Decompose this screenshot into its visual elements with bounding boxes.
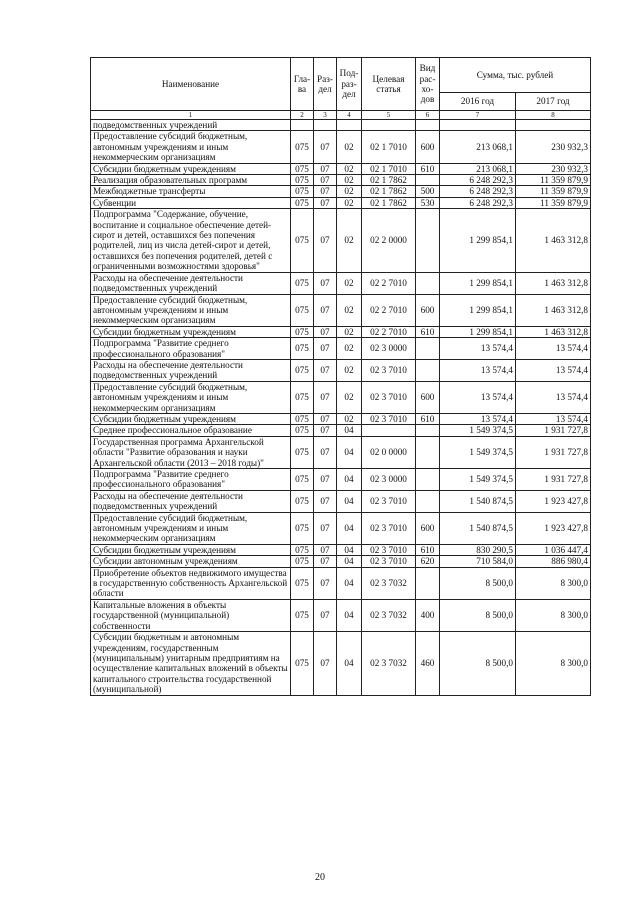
row-vid-rashodov: 600	[416, 131, 440, 163]
row-celevaya-statya: 02 3 7010	[362, 490, 416, 512]
row-sum-2016: 13 574,4	[440, 338, 516, 360]
row-celevaya-statya: 02 3 7032	[362, 632, 416, 695]
row-sum-2016: 1 540 874,5	[440, 512, 516, 544]
row-vid-rashodov: 500	[416, 186, 440, 197]
table-row	[91, 413, 591, 424]
table-row	[91, 556, 591, 567]
row-name: Государственная программа Архангельской области "Развитие образования и науки Архангельской области (2013 – 2018 годы)"	[91, 436, 291, 468]
row-celevaya-statya: 02 1 7010	[362, 131, 416, 163]
row-razdel: 07	[314, 294, 337, 326]
table-row	[91, 490, 591, 512]
row-podrazdel: 04	[337, 599, 362, 631]
row-razdel: 07	[314, 272, 337, 294]
row-podrazdel: 04	[337, 469, 362, 491]
row-sum-2017: 230 932,3	[516, 131, 591, 163]
row-podrazdel: 02	[337, 381, 362, 413]
row-glava: 075	[291, 413, 314, 424]
row-name: Подпрограмма "Содержание, обучение, воспитание и социальное обеспечение детей-сирот и детей, оставшихся без попечения родителей, лиц из числа детей-сирот и детей, оставшихся без попечения родителей, детей с ограниченными возможностями здоровья"	[91, 209, 291, 272]
row-sum-2016: 6 248 292,3	[440, 197, 516, 208]
row-razdel: 07	[314, 632, 337, 695]
table-row	[91, 120, 591, 131]
row-name: Субсидии бюджетным учреждениям	[91, 544, 291, 555]
row-podrazdel: 02	[337, 272, 362, 294]
table-row	[91, 632, 591, 695]
row-podrazdel: 04	[337, 556, 362, 567]
header-2017: 2017 год	[516, 93, 591, 111]
table-row	[91, 599, 591, 631]
row-sum-2016: 1 549 374,5	[440, 436, 516, 468]
row-celevaya-statya: 02 3 7032	[362, 599, 416, 631]
column-number: 6	[416, 111, 440, 120]
row-sum-2017: 13 574,4	[516, 338, 591, 360]
row-glava: 075	[291, 359, 314, 381]
column-number: 4	[337, 111, 362, 120]
row-glava: 075	[291, 599, 314, 631]
row-sum-2017: 13 574,4	[516, 413, 591, 424]
row-sum-2017: 1 931 727,8	[516, 469, 591, 491]
row-podrazdel: 04	[337, 544, 362, 555]
row-vid-rashodov	[416, 425, 440, 436]
row-sum-2016: 1 299 854,1	[440, 272, 516, 294]
row-vid-rashodov: 610	[416, 544, 440, 555]
row-glava: 075	[291, 163, 314, 174]
row-sum-2017: 8 300,0	[516, 567, 591, 599]
row-sum-2016: 13 574,4	[440, 359, 516, 381]
row-razdel: 07	[314, 567, 337, 599]
row-name: Расходы на обеспечение деятельности подведомственных учреждений	[91, 490, 291, 512]
row-name: Субсидии бюджетным учреждениям	[91, 326, 291, 337]
budget-table	[90, 57, 591, 696]
row-glava: 075	[291, 425, 314, 436]
row-glava: 075	[291, 469, 314, 491]
row-sum-2016: 830 290,5	[440, 544, 516, 555]
row-celevaya-statya: 02 3 7010	[362, 381, 416, 413]
budget-sheet	[90, 57, 590, 696]
row-podrazdel: 02	[337, 197, 362, 208]
row-sum-2017: 13 574,4	[516, 359, 591, 381]
row-razdel: 07	[314, 326, 337, 337]
table-row	[91, 186, 591, 197]
row-sum-2016: 1 299 854,1	[440, 326, 516, 337]
table-row	[91, 131, 591, 163]
row-glava: 075	[291, 512, 314, 544]
row-sum-2016: 213 068,1	[440, 163, 516, 174]
row-sum-2016: 1 549 374,5	[440, 469, 516, 491]
row-razdel: 07	[314, 436, 337, 468]
row-razdel: 07	[314, 175, 337, 186]
row-vid-rashodov: 460	[416, 632, 440, 695]
header-2016: 2016 год	[440, 93, 516, 111]
row-celevaya-statya: 02 3 7010	[362, 512, 416, 544]
row-razdel: 07	[314, 163, 337, 174]
row-podrazdel: 02	[337, 413, 362, 424]
row-sum-2016: 8 500,0	[440, 599, 516, 631]
table-row	[91, 469, 591, 491]
row-glava	[291, 120, 314, 131]
row-glava: 075	[291, 567, 314, 599]
column-number: 5	[362, 111, 416, 120]
table-body	[91, 120, 591, 696]
row-vid-rashodov: 610	[416, 413, 440, 424]
row-celevaya-statya	[362, 120, 416, 131]
header-podrazdel: Под- раз- дел	[337, 58, 362, 111]
row-glava: 075	[291, 209, 314, 272]
row-glava: 075	[291, 175, 314, 186]
column-number: 3	[314, 111, 337, 120]
header-summa: Сумма, тыс. рублей	[440, 58, 591, 93]
row-razdel: 07	[314, 209, 337, 272]
row-vid-rashodov: 400	[416, 599, 440, 631]
header-razdel: Раз- дел	[314, 58, 337, 111]
row-name: Субсидии бюджетным учреждениям	[91, 413, 291, 424]
row-sum-2017: 1 923 427,8	[516, 490, 591, 512]
row-podrazdel: 02	[337, 209, 362, 272]
row-glava: 075	[291, 294, 314, 326]
row-razdel: 07	[314, 359, 337, 381]
column-number: 1	[91, 111, 291, 120]
row-vid-rashodov	[416, 120, 440, 131]
row-name: Предоставление субсидий бюджетным, автономным учреждениям и иным некоммерческим организациям	[91, 381, 291, 413]
row-vid-rashodov	[416, 272, 440, 294]
row-name: Подпрограмма "Развитие среднего профессионального образования"	[91, 338, 291, 360]
header-celevaya: Целевая статья	[362, 58, 416, 111]
row-vid-rashodov: 620	[416, 556, 440, 567]
row-vid-rashodov	[416, 359, 440, 381]
row-name: Расходы на обеспечение деятельности подведомственных учреждений	[91, 359, 291, 381]
row-razdel: 07	[314, 197, 337, 208]
column-numbers-row	[91, 111, 591, 120]
row-razdel: 07	[314, 338, 337, 360]
row-sum-2017: 8 300,0	[516, 632, 591, 695]
row-podrazdel: 04	[337, 425, 362, 436]
row-vid-rashodov	[416, 436, 440, 468]
row-podrazdel: 02	[337, 359, 362, 381]
row-name: Среднее профессиональное образование	[91, 425, 291, 436]
row-celevaya-statya: 02 2 0000	[362, 209, 416, 272]
table-row	[91, 326, 591, 337]
row-razdel	[314, 120, 337, 131]
row-sum-2016: 8 500,0	[440, 567, 516, 599]
row-celevaya-statya: 02 3 7032	[362, 567, 416, 599]
column-number: 2	[291, 111, 314, 120]
row-podrazdel: 02	[337, 131, 362, 163]
table-row	[91, 338, 591, 360]
row-razdel: 07	[314, 490, 337, 512]
row-celevaya-statya: 02 3 0000	[362, 338, 416, 360]
row-razdel: 07	[314, 556, 337, 567]
row-razdel: 07	[314, 599, 337, 631]
row-podrazdel: 04	[337, 490, 362, 512]
row-sum-2017: 230 932,3	[516, 163, 591, 174]
row-celevaya-statya: 02 3 0000	[362, 469, 416, 491]
row-sum-2016: 6 248 292,3	[440, 175, 516, 186]
row-celevaya-statya: 02 1 7862	[362, 186, 416, 197]
row-sum-2017: 11 359 879,9	[516, 186, 591, 197]
row-sum-2017	[516, 120, 591, 131]
row-podrazdel: 04	[337, 436, 362, 468]
table-row	[91, 209, 591, 272]
row-razdel: 07	[314, 425, 337, 436]
row-vid-rashodov	[416, 469, 440, 491]
table-row	[91, 359, 591, 381]
row-glava: 075	[291, 436, 314, 468]
column-number: 7	[440, 111, 516, 120]
row-glava: 075	[291, 272, 314, 294]
table-row	[91, 294, 591, 326]
table-row	[91, 436, 591, 468]
row-name: Субсидии автономным учреждениям	[91, 556, 291, 567]
row-name: Межбюджетные трансферты	[91, 186, 291, 197]
row-glava: 075	[291, 556, 314, 567]
row-sum-2016: 13 574,4	[440, 413, 516, 424]
row-name: Субвенции	[91, 197, 291, 208]
row-name: Реализация образовательных программ	[91, 175, 291, 186]
row-podrazdel: 02	[337, 186, 362, 197]
row-sum-2016: 1 549 374,5	[440, 425, 516, 436]
row-sum-2017: 1 931 727,8	[516, 425, 591, 436]
row-sum-2017: 1 931 727,8	[516, 436, 591, 468]
row-sum-2016: 710 584,0	[440, 556, 516, 567]
row-razdel: 07	[314, 186, 337, 197]
row-podrazdel: 02	[337, 163, 362, 174]
page-number: 20	[315, 872, 325, 883]
row-celevaya-statya	[362, 425, 416, 436]
table-row	[91, 381, 591, 413]
row-sum-2017: 1 463 312,8	[516, 326, 591, 337]
row-podrazdel: 02	[337, 338, 362, 360]
row-sum-2016: 6 248 292,3	[440, 186, 516, 197]
row-sum-2017: 13 574,4	[516, 381, 591, 413]
row-vid-rashodov	[416, 338, 440, 360]
row-celevaya-statya: 02 3 7010	[362, 413, 416, 424]
row-razdel: 07	[314, 381, 337, 413]
row-name: Приобретение объектов недвижимого имущества в государственную собственность Архангельской области	[91, 567, 291, 599]
table-row	[91, 175, 591, 186]
column-number: 8	[516, 111, 591, 120]
row-podrazdel: 04	[337, 632, 362, 695]
row-celevaya-statya: 02 2 7010	[362, 294, 416, 326]
row-name: Субсидии бюджетным учреждениям	[91, 163, 291, 174]
table-row	[91, 163, 591, 174]
row-sum-2016: 8 500,0	[440, 632, 516, 695]
row-glava: 075	[291, 632, 314, 695]
header-vid: Вид рас- хо- дов	[416, 58, 440, 111]
row-vid-rashodov: 600	[416, 381, 440, 413]
row-podrazdel: 04	[337, 512, 362, 544]
row-sum-2016	[440, 120, 516, 131]
header-name: Наименование	[91, 58, 291, 111]
row-podrazdel: 04	[337, 567, 362, 599]
row-name: Субсидии бюджетным и автономным учреждениям, государственным (муниципальным) унитарным предприятиям на осуществление капитальных вложений в объекты капитального строительства государственной (муниципальной)	[91, 632, 291, 695]
row-glava: 075	[291, 490, 314, 512]
row-razdel: 07	[314, 469, 337, 491]
row-celevaya-statya: 02 2 7010	[362, 272, 416, 294]
row-name: Подпрограмма "Развитие среднего профессионального образования"	[91, 469, 291, 491]
row-celevaya-statya: 02 3 7010	[362, 359, 416, 381]
row-vid-rashodov: 600	[416, 512, 440, 544]
row-sum-2017: 11 359 879,9	[516, 197, 591, 208]
row-sum-2017: 1 463 312,8	[516, 209, 591, 272]
row-razdel: 07	[314, 544, 337, 555]
row-sum-2017: 8 300,0	[516, 599, 591, 631]
row-glava: 075	[291, 326, 314, 337]
row-celevaya-statya: 02 1 7010	[362, 163, 416, 174]
row-name: Предоставление субсидий бюджетным, автономным учреждениям и иным некоммерческим организациям	[91, 512, 291, 544]
table-row	[91, 425, 591, 436]
row-podrazdel: 02	[337, 175, 362, 186]
row-razdel: 07	[314, 131, 337, 163]
row-sum-2017: 1 036 447,4	[516, 544, 591, 555]
row-sum-2017: 11 359 879,9	[516, 175, 591, 186]
row-vid-rashodov	[416, 490, 440, 512]
row-sum-2017: 1 923 427,8	[516, 512, 591, 544]
row-celevaya-statya: 02 1 7862	[362, 197, 416, 208]
row-name: подведомственных учреждений	[91, 120, 291, 131]
row-celevaya-statya: 02 3 7010	[362, 544, 416, 555]
row-celevaya-statya: 02 2 7010	[362, 326, 416, 337]
row-sum-2016: 1 299 854,1	[440, 294, 516, 326]
row-celevaya-statya: 02 3 7010	[362, 556, 416, 567]
header-glava: Гла- ва	[291, 58, 314, 111]
row-glava: 075	[291, 131, 314, 163]
row-glava: 075	[291, 544, 314, 555]
table-row	[91, 567, 591, 599]
row-vid-rashodov	[416, 567, 440, 599]
row-celevaya-statya: 02 0 0000	[362, 436, 416, 468]
row-podrazdel: 02	[337, 294, 362, 326]
row-name: Предоставление субсидий бюджетным, автономным учреждениям и иным некоммерческим организациям	[91, 294, 291, 326]
row-name: Предоставление субсидий бюджетным, автономным учреждениям и иным некоммерческим организациям	[91, 131, 291, 163]
row-vid-rashodov: 610	[416, 163, 440, 174]
row-sum-2017: 886 980,4	[516, 556, 591, 567]
row-sum-2017: 1 463 312,8	[516, 294, 591, 326]
row-glava: 075	[291, 197, 314, 208]
row-sum-2016: 213 068,1	[440, 131, 516, 163]
row-glava: 075	[291, 338, 314, 360]
table-row	[91, 512, 591, 544]
row-vid-rashodov: 600	[416, 294, 440, 326]
row-vid-rashodov: 530	[416, 197, 440, 208]
row-vid-rashodov	[416, 175, 440, 186]
row-name: Капитальные вложения в объекты государственной (муниципальной) собственности	[91, 599, 291, 631]
row-glava: 075	[291, 186, 314, 197]
row-vid-rashodov: 610	[416, 326, 440, 337]
row-podrazdel: 02	[337, 326, 362, 337]
row-name: Расходы на обеспечение деятельности подведомственных учреждений	[91, 272, 291, 294]
table-row	[91, 544, 591, 555]
row-sum-2017: 1 463 312,8	[516, 272, 591, 294]
row-razdel: 07	[314, 512, 337, 544]
table-row	[91, 197, 591, 208]
row-razdel: 07	[314, 413, 337, 424]
row-podrazdel	[337, 120, 362, 131]
row-celevaya-statya: 02 1 7862	[362, 175, 416, 186]
row-sum-2016: 1 540 874,5	[440, 490, 516, 512]
row-sum-2016: 1 299 854,1	[440, 209, 516, 272]
table-row	[91, 272, 591, 294]
row-vid-rashodov	[416, 209, 440, 272]
row-glava: 075	[291, 381, 314, 413]
row-sum-2016: 13 574,4	[440, 381, 516, 413]
